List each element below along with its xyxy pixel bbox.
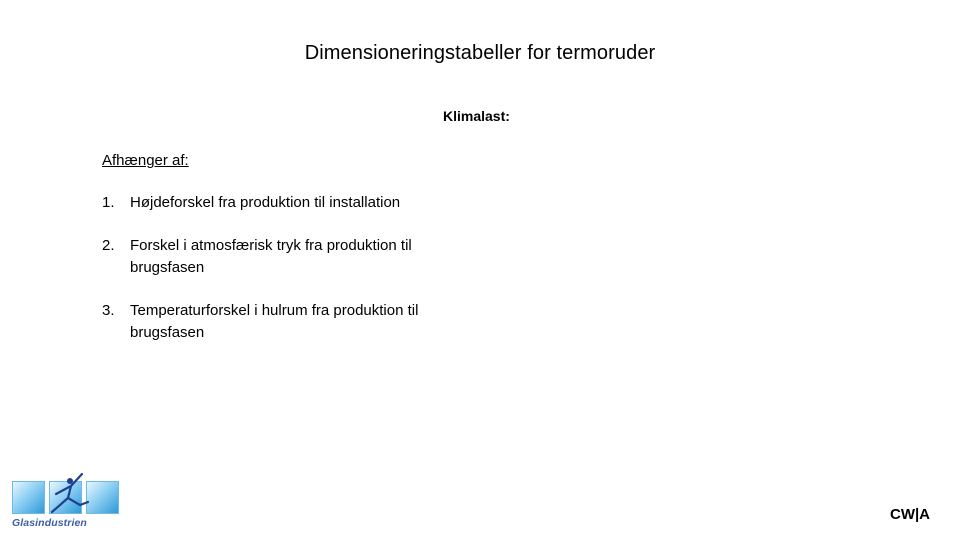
- slide-title: Dimensioneringstabeller for termoruder: [304, 42, 656, 64]
- depends-on-label: Afhænger af:: [102, 152, 189, 169]
- list-item-number: 3.: [102, 302, 115, 319]
- list-item-text: Forskel i atmosfærisk tryk fra produktion til brugsfasen: [130, 237, 412, 276]
- cwa-mark: CW|A: [890, 506, 931, 523]
- slide-subtitle: Klimalast:: [443, 108, 510, 124]
- list-item: [102, 300, 452, 344]
- logo-tile: [12, 481, 45, 514]
- jumping-figure-icon: [42, 472, 96, 516]
- list-item-text: Temperaturforskel i hulrum fra produktion til brugsfasen: [130, 302, 419, 341]
- list-item: [102, 235, 462, 279]
- list-item: [102, 192, 462, 214]
- glasindustrien-logo: [12, 472, 124, 532]
- logo-text: Glasindustrien: [12, 517, 87, 529]
- list-item-text: Højdeforskel fra produktion til installation: [130, 194, 401, 211]
- list-item-number: 1.: [102, 194, 115, 211]
- list-item-number: 2.: [102, 237, 115, 254]
